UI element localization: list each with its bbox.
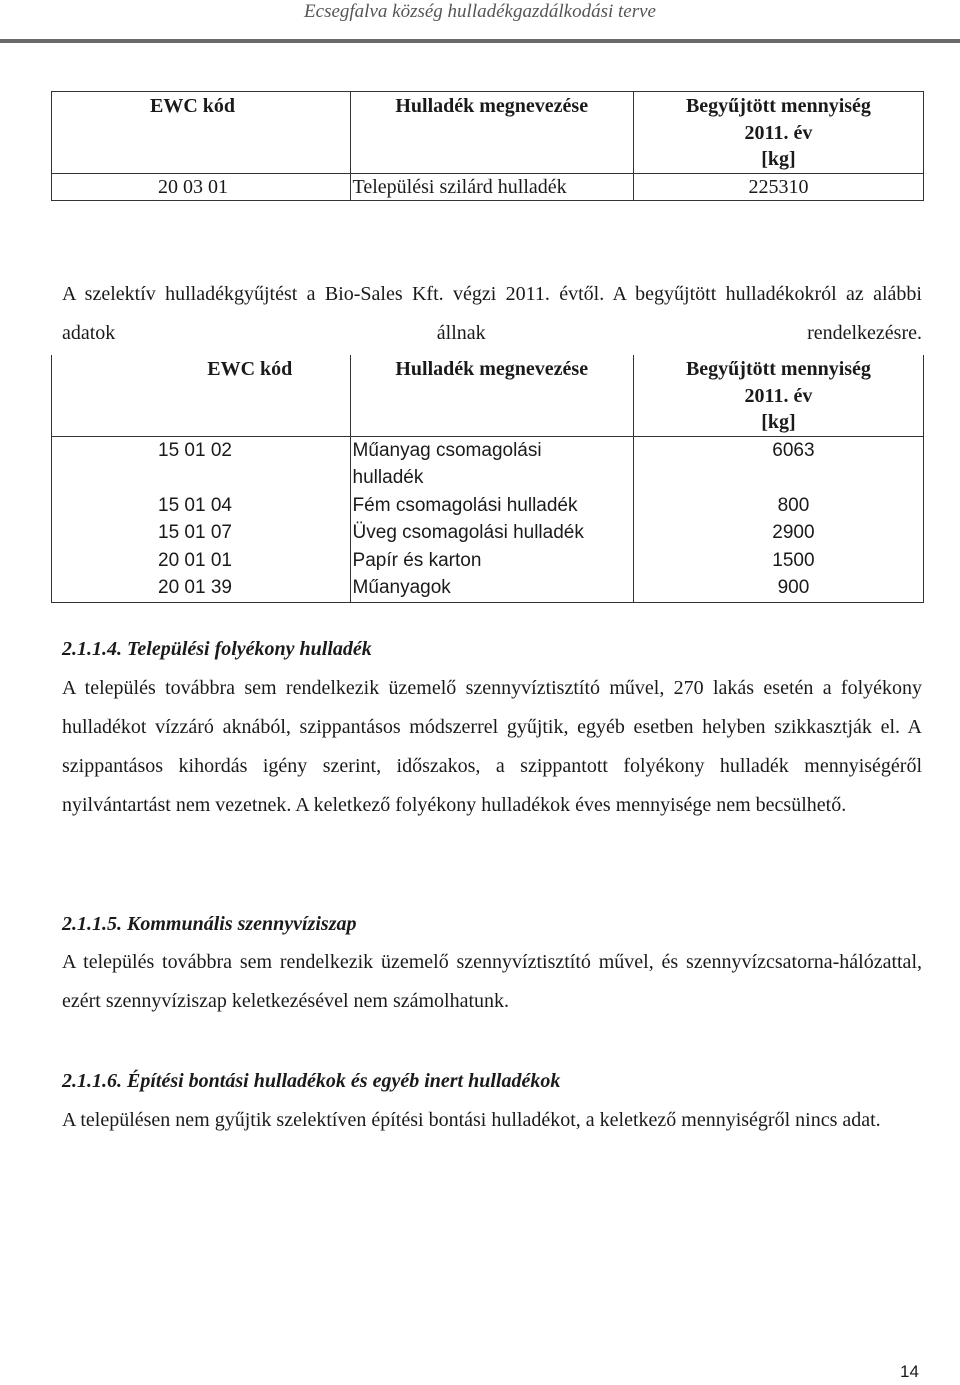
header-divider bbox=[0, 39, 960, 43]
section-title-sewage-sludge: 2.1.1.5. Kommunális szennyvíziszap bbox=[62, 913, 357, 935]
cell-qty: 225310 bbox=[633, 173, 923, 200]
intro-paragraph: A szelektív hulladékgyűjtést a Bio-Sales Kft. végzi 2011. évtől. A begyűjtött hulladékokról az alábbi adatok állnak rendelkezésre. bbox=[62, 283, 922, 344]
col-header-ewc: EWC kód bbox=[52, 92, 351, 174]
cell-ewc: 15 01 07 bbox=[52, 519, 351, 547]
table-row bbox=[52, 173, 924, 200]
cell-name bbox=[350, 436, 633, 492]
cell-ewc: 15 01 02 bbox=[52, 436, 351, 492]
col-header-name: Hulladék megnevezése bbox=[350, 92, 633, 174]
section-body-construction-waste: A településen nem gyűjtik szelektíven építési bontási hulladékot, a keletkező mennyiségről nincs adat. bbox=[62, 1109, 881, 1131]
cell-qty: 800 bbox=[633, 492, 923, 520]
running-header: Ecsegfalva község hulladékgazdálkodási terve bbox=[304, 1, 656, 22]
table-header-row bbox=[52, 355, 924, 436]
section-body-liquid-waste: A település továbbra sem rendelkezik üzemelő szennyvíztisztító művel, 270 lakás esetén a folyékony hulladékot vízzáró aknából, szippantásos módszerrel gyűjtik, egyéb esetben helyben szikkasztják el. A szippantásos kihordás igény szerint, időszakos, a szippantott folyékony hulladék mennyiségéről nyilvántartást nem vezetnek. A keletkező folyékony hulladékok éves mennyisége nem becsülhető. bbox=[62, 677, 922, 816]
cell-name: Műanyagok bbox=[350, 574, 633, 602]
cell-name: Papír és karton bbox=[350, 547, 633, 575]
cell-qty: 900 bbox=[633, 574, 923, 602]
col-header-qty bbox=[633, 92, 923, 174]
cell-ewc: 15 01 04 bbox=[52, 492, 351, 520]
col-header-qty-line1: Begyűjtött mennyiség bbox=[685, 95, 871, 117]
section-body-sewage-sludge: A település továbbra sem rendelkezik üzemelő szennyvíztisztító művel, és szennyvízcsatorna-hálózattal, ezért szennyvíziszap keletkezésével nem számolhatunk. bbox=[62, 951, 922, 1012]
col-header-qty bbox=[633, 355, 923, 436]
cell-name: Fém csomagolási hulladék bbox=[350, 492, 633, 520]
waste-table-municipal bbox=[51, 91, 924, 201]
cell-qty: 2900 bbox=[633, 519, 923, 547]
cell-ewc: 20 01 39 bbox=[52, 574, 351, 602]
col-header-ewc: EWC kód bbox=[52, 355, 351, 436]
table-row bbox=[52, 547, 924, 575]
col-header-qty-line3: [kg] bbox=[761, 411, 796, 433]
waste-table-selective bbox=[51, 355, 924, 603]
section-title-construction-waste: 2.1.1.6. Építési bontási hulladékok és egyéb inert hulladékok bbox=[62, 1070, 561, 1092]
cell-ewc: 20 01 01 bbox=[52, 547, 351, 575]
table-row bbox=[52, 436, 924, 492]
cell-qty: 6063 bbox=[633, 436, 923, 492]
cell-name-line1: Műanyag csomagolási bbox=[352, 439, 542, 461]
cell-name: Települési szilárd hulladék bbox=[350, 173, 633, 200]
cell-qty: 1500 bbox=[633, 547, 923, 575]
col-header-name: Hulladék megnevezése bbox=[350, 355, 633, 436]
page-number: 14 bbox=[900, 1362, 919, 1381]
col-header-qty-line1: Begyűjtött mennyiség bbox=[685, 358, 871, 380]
table-row bbox=[52, 519, 924, 547]
section-title-liquid-waste: 2.1.1.4. Települési folyékony hulladék bbox=[62, 638, 372, 660]
col-header-qty-line2: 2011. év bbox=[744, 121, 813, 144]
table-row bbox=[52, 492, 924, 520]
cell-ewc: 20 03 01 bbox=[52, 173, 351, 200]
col-header-qty-line2: 2011. év bbox=[744, 384, 813, 407]
table-header-row bbox=[52, 92, 924, 174]
cell-name-line2: hulladék bbox=[352, 467, 424, 488]
col-header-qty-line3: [kg] bbox=[761, 148, 796, 170]
table-row bbox=[52, 574, 924, 602]
cell-name: Üveg csomagolási hulladék bbox=[350, 519, 633, 547]
